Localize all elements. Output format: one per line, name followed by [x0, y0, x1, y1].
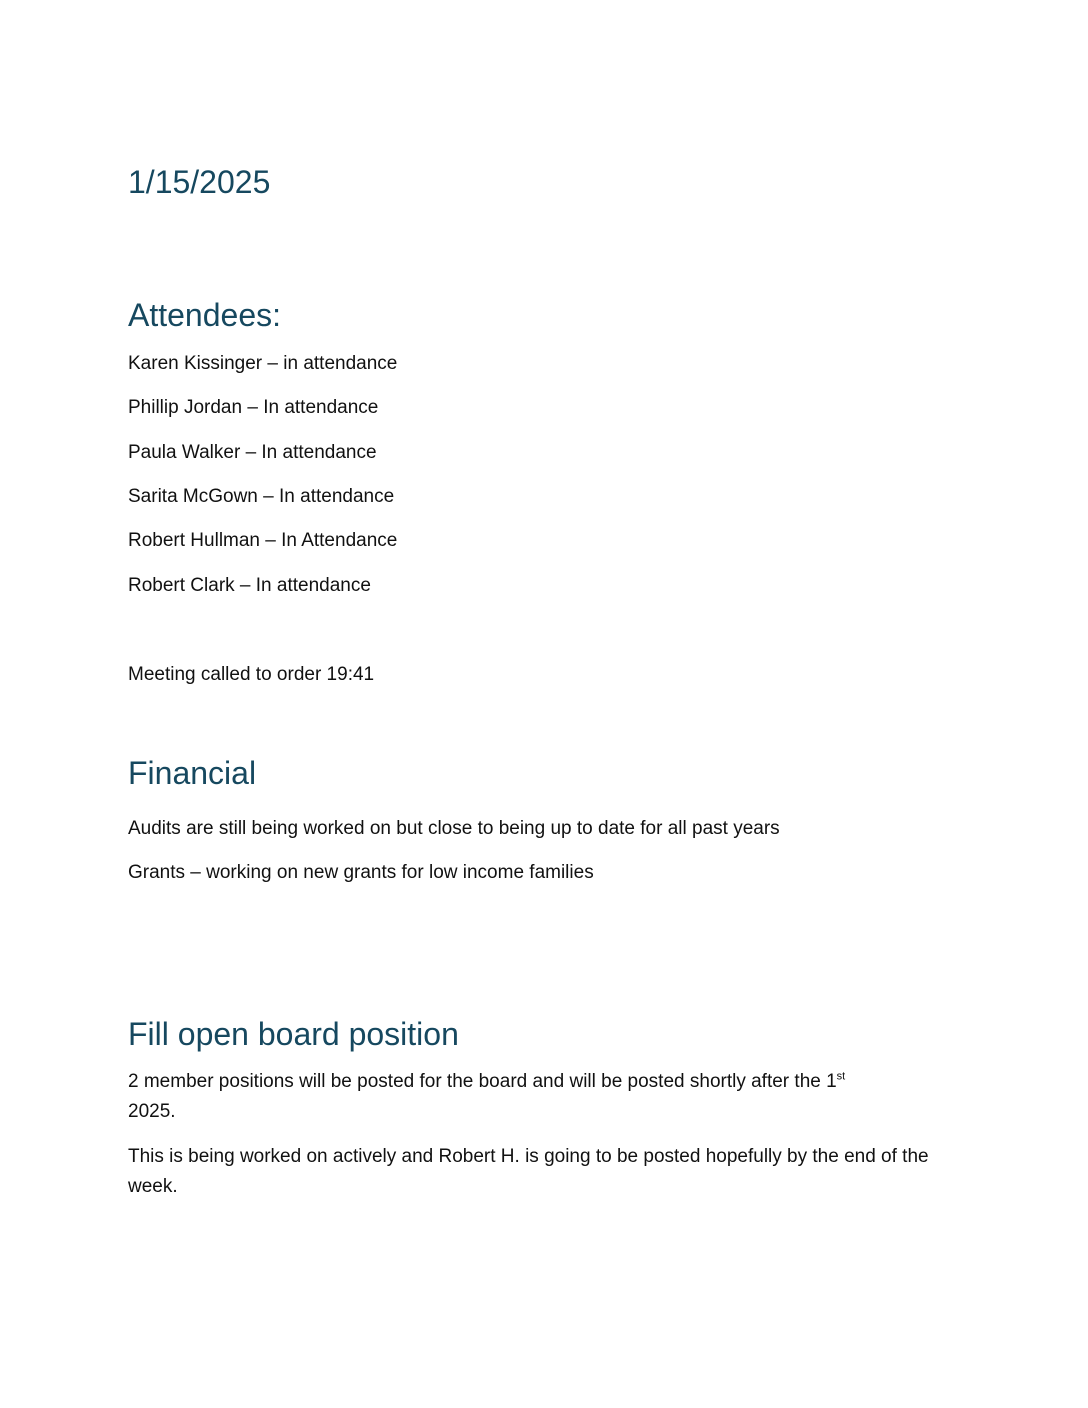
board-position-year: 2025. [128, 1101, 176, 1122]
attendee-line: Phillip Jordan – In attendance [128, 397, 379, 418]
date-heading: 1/15/2025 [128, 164, 271, 200]
attendee-line: Robert Hullman – In Attendance [128, 530, 398, 551]
ordinal-suffix: st [836, 1070, 846, 1083]
attendee-line: Paula Walker – In attendance [128, 442, 377, 463]
board-position-paragraph-1 [128, 1067, 958, 1127]
financial-line: Grants – working on new grants for low income families [128, 862, 594, 883]
attendee-line: Robert Clark – In attendance [128, 575, 371, 596]
board-position-heading: Fill open board position [128, 1016, 459, 1052]
attendees-heading: Attendees: [128, 297, 281, 333]
call-to-order-line: Meeting called to order 19:41 [128, 664, 375, 685]
financial-line: Audits are still being worked on but close to being up to date for all past years [128, 818, 780, 839]
financial-heading: Financial [128, 755, 257, 791]
attendee-line: Sarita McGown – In attendance [128, 486, 395, 507]
attendee-line: Karen Kissinger – in attendance [128, 353, 398, 374]
board-position-text: 2 member positions will be posted for the board and will be posted shortly after the 1 [128, 1071, 837, 1092]
board-position-paragraph-2: This is being worked on actively and Robert H. is going to be posted hopefully by the end of the week. [128, 1146, 929, 1197]
